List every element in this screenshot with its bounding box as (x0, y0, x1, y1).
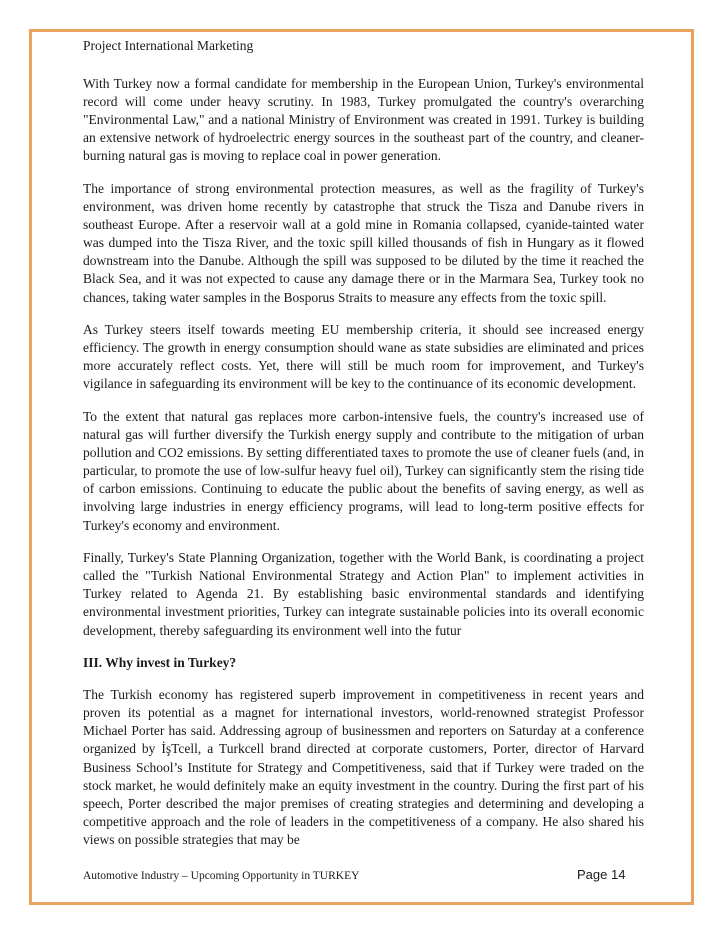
paragraph-why-invest: The Turkish economy has registered superb improvement in competitiveness in recent years and proven its potential as a magnet for international investors, world-renowned strategist Professor Michael Porter has said. Addressing agroup of businessmen and reporters on Saturday at a conference organized by İşTcell, a Turkcell brand directed at corporate customers, Porter, director of Harvard Business School’s Institute for Strategy and Competitiveness, said that if Turkey were traded on the stock market, he would definitely make an equity investment in the country. During the first part of his speech, Porter described the major premises of creating strategies and determining and developing a competitive approach and the role of leaders in the competitiveness of a company. He also shared his views on possible strategies that may be (83, 687, 644, 847)
section-heading: III. Why invest in Turkey? (83, 655, 237, 671)
paragraph-environmental-protection: The importance of strong environmental protection measures, as well as the fragility of Turkey's environment, was driven home recently by catastrophe that struck the Tisza and Danube rivers in southeast Europe. After a reservoir wall at a gold mine in Romania collapsed, cyanide-tainted water was dumped into the Tisza River, and the toxic spill killed thousands of fish in Hungary as it flowed downstream into the Danube. Although the spill was supposed to be diluted by the time it reached the Black Sea, and it was not expected to cause any damage there or in the Marmara Sea, Turkey took no chances, taking water samples in the Bosporus Straits to measure any effects from the toxic spill. (83, 180, 644, 305)
paragraph-state-planning: Finally, Turkey's State Planning Organization, together with the World Bank, is coordinating a project called the "Turkish National Environmental Strategy and Action Plan" to implement activities in Turkey related to Agenda 21. By establishing basic environmental standards and identifying environmental investment priorities, Turkey can integrate sustainable policies into its overall economic development, thereby safeguarding its environment well into the futur (83, 550, 644, 638)
page-header: Project International Marketing (83, 38, 254, 53)
paragraph-energy-efficiency: As Turkey steers itself towards meeting EU membership criteria, it should see increased energy efficiency. The growth in energy consumption should wane as state subsidies are eliminated and prices more accurately reflect costs. Yet, there will still be much room for improvement, and Turkey's vigilance in safeguarding its environment will be key to the continuance of its economic development. (83, 322, 644, 392)
document-body (83, 75, 644, 863)
page-number: Page 14 (577, 867, 626, 882)
footer-title: Automotive Industry – Upcoming Opportunity in TURKEY (83, 870, 360, 882)
paragraph-eu-candidate: With Turkey now a formal candidate for membership in the European Union, Turkey's environmental record will come under heavy scrutiny. In 1983, Turkey promulgated the country's overarching "Environmental Law," and a national Ministry of Environment was created in 1991. Turkey is building an extensive network of hydroelectric energy sources in the southeast part of the country, and cleaner-burning natural gas is moving to replace coal in power generation. (83, 76, 644, 164)
paragraph-natural-gas: To the extent that natural gas replaces more carbon-intensive fuels, the country's increased use of natural gas will further diversify the Turkish energy supply and contribute to the mitigation of urban pollution and CO2 emissions. By setting differentiated taxes to promote the use of cleaner fuels (and, in particular, to promote the use of low-sulfur heavy fuel oil), Turkey can significantly stem the rising tide of carbon emissions. Continuing to educate the public about the benefits of saving energy, as well as involving large industries in energy efficiency programs, will lead to long-term positive effects for Turkey's economy and environment. (83, 409, 644, 533)
